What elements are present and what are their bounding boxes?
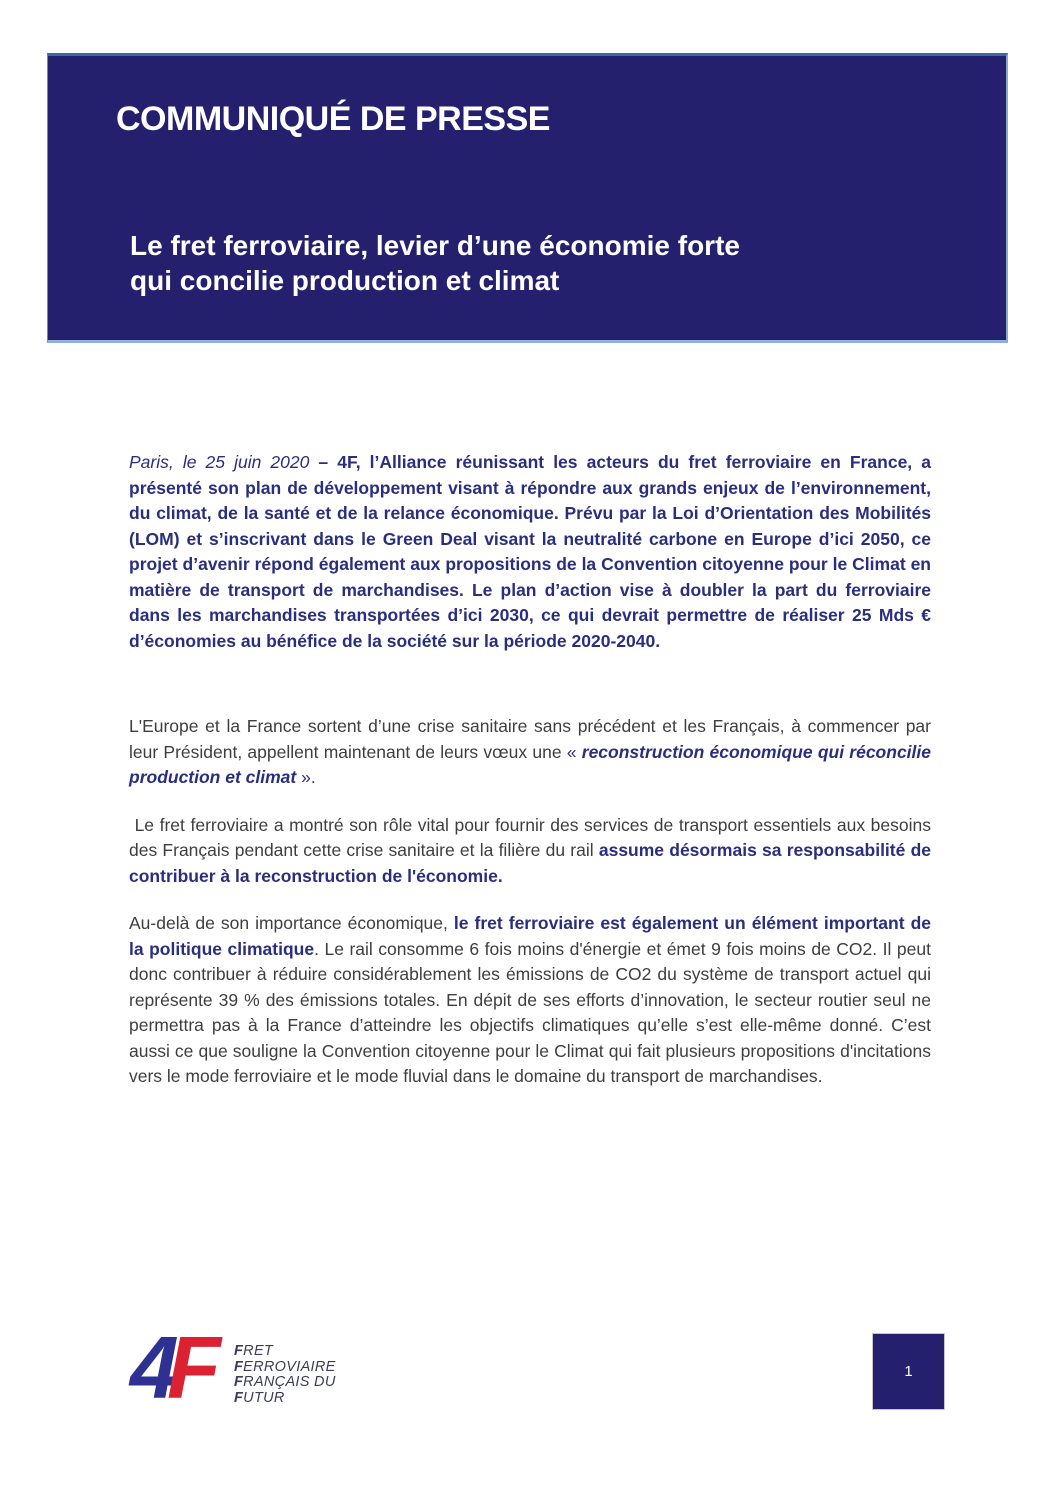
document-subtitle [130, 228, 740, 298]
subtitle-line-2: qui concilie production et climat [130, 265, 560, 296]
paragraph-4-text-end: . Le rail consomme 6 fois moins d'énergie et émet 9 fois moins de CO2. Il peut donc contribuer à réduire considérablement les émissions de CO2 du système de transport actuel qui représente 39 % des émissions totales. En dépit de ses efforts d’innovation, le secteur routier seul ne permettra pas à la France d’atteindre les objectifs climatiques qu’elle s’est elle-même donné. C’est aussi ce que souligne la Convention citoyenne pour le Climat qui fait plusieurs propositions d'incitations vers le mode ferroviaire et le mode fluvial dans le domaine du transport de marchandises. [129, 938, 931, 1086]
paragraph-lead [129, 450, 931, 654]
subtitle-line-1: Le fret ferroviaire, levier d’une économie forte [130, 230, 740, 261]
dateline: Paris, le 25 juin 2020 [129, 452, 310, 472]
4f-logo [130, 1318, 340, 1420]
quote-open-guillemet: « [566, 741, 582, 762]
page-number-badge [872, 1333, 945, 1410]
logo-word-francais-du [234, 1375, 336, 1391]
paragraph-3 [129, 813, 931, 890]
logo-word-fret [234, 1344, 336, 1360]
logo-word-initial: F [234, 1343, 244, 1359]
page-title: COMMUNIQUÉ DE PRESSE [116, 100, 550, 138]
logo-letter-f: F [166, 1318, 209, 1417]
logo-word-rest: ERROVIAIRE [243, 1358, 336, 1375]
paragraph-4-emphasis: le fret ferroviaire est également un élément important de la politique climatique [129, 913, 931, 959]
logo-word-rest: UTUR [243, 1389, 285, 1406]
lead-text: – 4F, l’Alliance réunissant les acteurs du fret ferroviaire en France, a présenté son plan de développement visant à répondre aux grands enjeux de l’environnement, du climat, de la santé et de la relance économique. Prévu par la Loi d’Orientation des Mobilités (LOM) et s’inscrivant dans le Green Deal visant la neutralité carbone en Europe d’ici 2050, ce projet d’avenir répond également aux propositions de la Convention citoyenne pour le Climat en matière de transport de marchandises. Le plan d’action vise à doubler la part du ferroviaire dans les marchandises transportées d’ici 2030, ce qui devrait permettre de réaliser 25 Mds € d’économies au bénéfice de la société sur la période 2020-2040. [129, 452, 931, 651]
quote-text: reconstruction économique qui réconcilie production et climat [129, 741, 931, 787]
logo-word-futur [234, 1391, 336, 1407]
quote-close-guillemet: » [296, 767, 311, 787]
logo-wordmark [234, 1344, 336, 1406]
4f-logo-glyphs [130, 1318, 209, 1417]
document-body [129, 450, 931, 1090]
logo-word-rest: RET [243, 1343, 274, 1359]
paragraph-3-emphasis: assume désormais sa responsabilité de contribuer à la reconstruction de l'économie. [129, 840, 931, 886]
logo-word-initial: F [234, 1389, 244, 1406]
logo-word-initial: F [234, 1358, 244, 1375]
logo-word-initial: F [234, 1374, 244, 1390]
page-number: 1 [904, 1363, 913, 1380]
logo-word-ferroviaire [234, 1360, 336, 1376]
paragraph-2-text: L'Europe et la France sortent d’une crise sanitaire sans précédent et les Français, à commencer par leur Président, appellent maintenant de leurs vœux une [129, 716, 931, 762]
header-banner [47, 53, 1008, 343]
logo-numeral-4: 4 [130, 1318, 167, 1417]
paragraph-3-text: Le fret ferroviaire a montré son rôle vital pour fournir des services de transport essentiels aux besoins des Français pendant cette crise sanitaire et la filière du rail [129, 814, 931, 860]
logo-word-rest: RANÇAIS DU [243, 1374, 336, 1390]
quote-period: . [310, 767, 316, 787]
paragraph-4-text-start: Au-delà de son importance économique, [129, 913, 454, 933]
paragraph-2 [129, 714, 931, 791]
paragraph-4 [129, 911, 931, 1090]
